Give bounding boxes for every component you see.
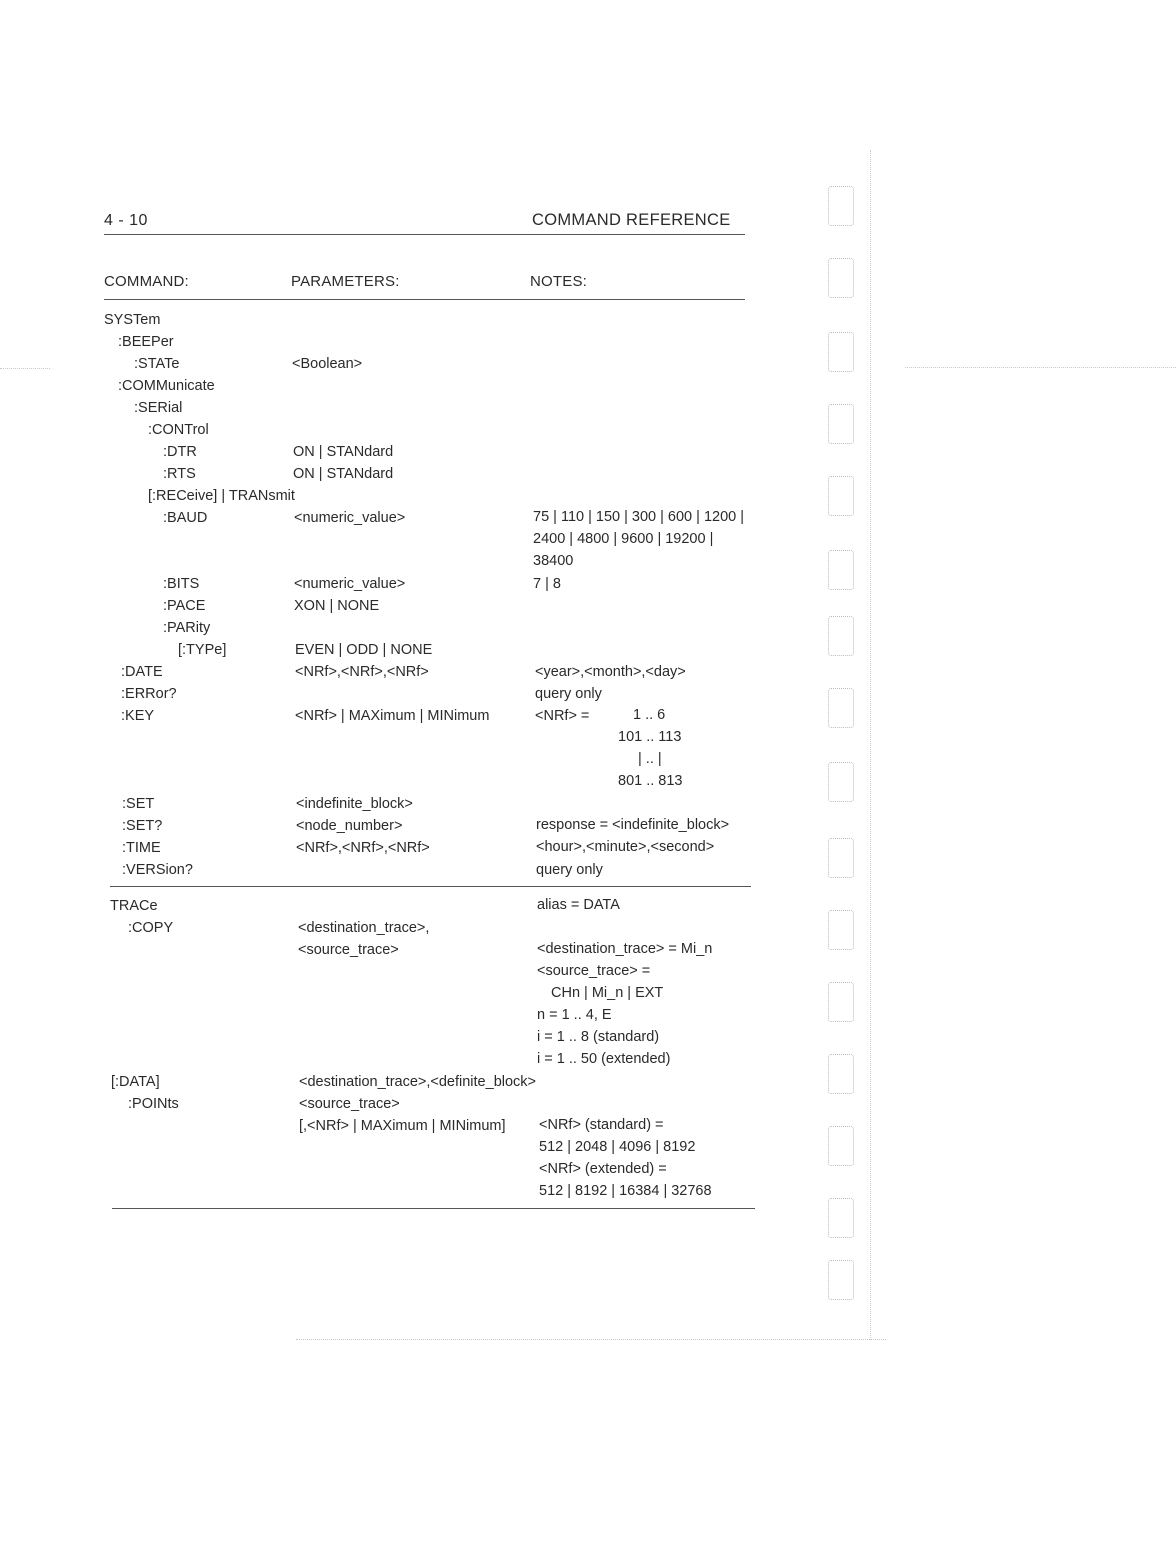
- command-system: SYSTem: [104, 312, 161, 328]
- param-baud: <numeric_value>: [294, 510, 406, 526]
- note-error: query only: [535, 686, 602, 702]
- note-trace-alias: alias = DATA: [537, 897, 620, 913]
- param-points-nrf: [,<NRf> | MAXimum | MINimum]: [299, 1118, 506, 1134]
- binder-tab-edge: [818, 150, 888, 1340]
- section-rule: [110, 886, 751, 887]
- command-parity: :PARity: [163, 620, 211, 636]
- note-date: <year>,<month>,<day>: [535, 664, 686, 680]
- param-bits: <numeric_value>: [294, 576, 406, 592]
- command-set-query: :SET?: [122, 818, 163, 834]
- param-time: <NRf>,<NRf>,<NRf>: [296, 840, 430, 856]
- running-head-title: COMMAND REFERENCE: [532, 211, 731, 229]
- page-number: 4 - 10: [104, 212, 148, 229]
- note-time: <hour>,<minute>,<second>: [536, 839, 715, 855]
- command-communicate: :COMMunicate: [118, 378, 215, 394]
- note-key-range-3: | .. |: [638, 751, 662, 767]
- param-set: <indefinite_block>: [296, 796, 413, 812]
- note-points-line-2: 512 | 2048 | 4096 | 8192: [539, 1139, 696, 1155]
- scan-artifact-line-left: [0, 368, 50, 369]
- param-key: <NRf> | MAXimum | MINimum: [295, 708, 490, 724]
- command-rts: :RTS: [163, 466, 196, 482]
- command-set: :SET: [122, 796, 155, 812]
- command-points: :POINts: [128, 1096, 179, 1112]
- param-date: <NRf>,<NRf>,<NRf>: [295, 664, 429, 680]
- column-header-parameters: PARAMETERS:: [291, 273, 400, 290]
- param-copy-destination: <destination_trace>,: [298, 920, 430, 936]
- scan-artifact-line-bottom: [296, 1339, 886, 1340]
- param-dtr: ON | STANdard: [293, 444, 394, 460]
- note-set-query: response = <indefinite_block>: [536, 817, 730, 833]
- bottom-rule: [112, 1208, 755, 1209]
- param-type: EVEN | ODD | NONE: [295, 642, 433, 658]
- note-points-line-1: <NRf> (standard) =: [539, 1117, 664, 1133]
- command-copy: :COPY: [128, 920, 174, 936]
- command-pace: :PACE: [163, 598, 206, 614]
- scan-artifact-line-right: [905, 367, 1176, 368]
- note-baud-line-2: 2400 | 4800 | 9600 | 19200 |: [533, 531, 714, 547]
- command-receive-transmit: [:RECeive] | TRANsmit: [148, 488, 295, 504]
- note-baud-line-3: 38400: [533, 553, 574, 569]
- command-key: :KEY: [121, 708, 155, 724]
- command-beeper: :BEEPer: [118, 334, 174, 350]
- param-copy-source: <source_trace>: [298, 942, 399, 958]
- command-dtr: :DTR: [163, 444, 197, 460]
- command-trace: TRACe: [110, 898, 158, 914]
- param-data: <destination_trace>,<definite_block>: [299, 1074, 537, 1090]
- note-points-line-4: 512 | 8192 | 16384 | 32768: [539, 1183, 712, 1199]
- command-error: :ERRor?: [121, 686, 177, 702]
- command-baud: :BAUD: [163, 510, 208, 526]
- note-points-line-3: <NRf> (extended) =: [539, 1161, 667, 1177]
- note-copy-line-6: i = 1 .. 50 (extended): [537, 1051, 671, 1067]
- note-key-range-2: 101 .. 113: [618, 729, 682, 745]
- command-serial: :SERial: [134, 400, 183, 416]
- param-rts: ON | STANdard: [293, 466, 394, 482]
- command-bits: :BITS: [163, 576, 200, 592]
- column-header-command: COMMAND:: [104, 273, 189, 290]
- param-set-query: <node_number>: [296, 818, 403, 834]
- note-bits: 7 | 8: [533, 576, 561, 592]
- param-points-source: <source_trace>: [299, 1096, 400, 1112]
- command-date: :DATE: [121, 664, 163, 680]
- header-rule: [104, 234, 745, 235]
- note-key-label: <NRf> =: [535, 708, 590, 724]
- note-copy-line-2: <source_trace> =: [537, 963, 651, 979]
- note-key-range-1: 1 .. 6: [633, 707, 666, 723]
- note-version: query only: [536, 862, 603, 878]
- column-header-rule: [104, 299, 745, 300]
- param-state: <Boolean>: [292, 356, 363, 372]
- note-key-range-4: 801 .. 813: [618, 773, 683, 789]
- note-copy-line-5: i = 1 .. 8 (standard): [537, 1029, 660, 1045]
- param-pace: XON | NONE: [294, 598, 380, 614]
- note-copy-line-4: n = 1 .. 4, E: [537, 1007, 612, 1023]
- command-control: :CONTrol: [148, 422, 209, 438]
- command-data: [:DATA]: [111, 1074, 160, 1090]
- command-state: :STATe: [134, 356, 180, 372]
- note-copy-line-3: CHn | Mi_n | EXT: [551, 985, 664, 1001]
- column-header-notes: NOTES:: [530, 273, 588, 290]
- command-time: :TIME: [122, 840, 161, 856]
- note-baud-line-1: 75 | 110 | 150 | 300 | 600 | 1200 |: [533, 509, 744, 525]
- note-copy-line-1: <destination_trace> = Mi_n: [537, 941, 713, 957]
- command-version: :VERSion?: [122, 862, 193, 878]
- command-type: [:TYPe]: [178, 642, 227, 658]
